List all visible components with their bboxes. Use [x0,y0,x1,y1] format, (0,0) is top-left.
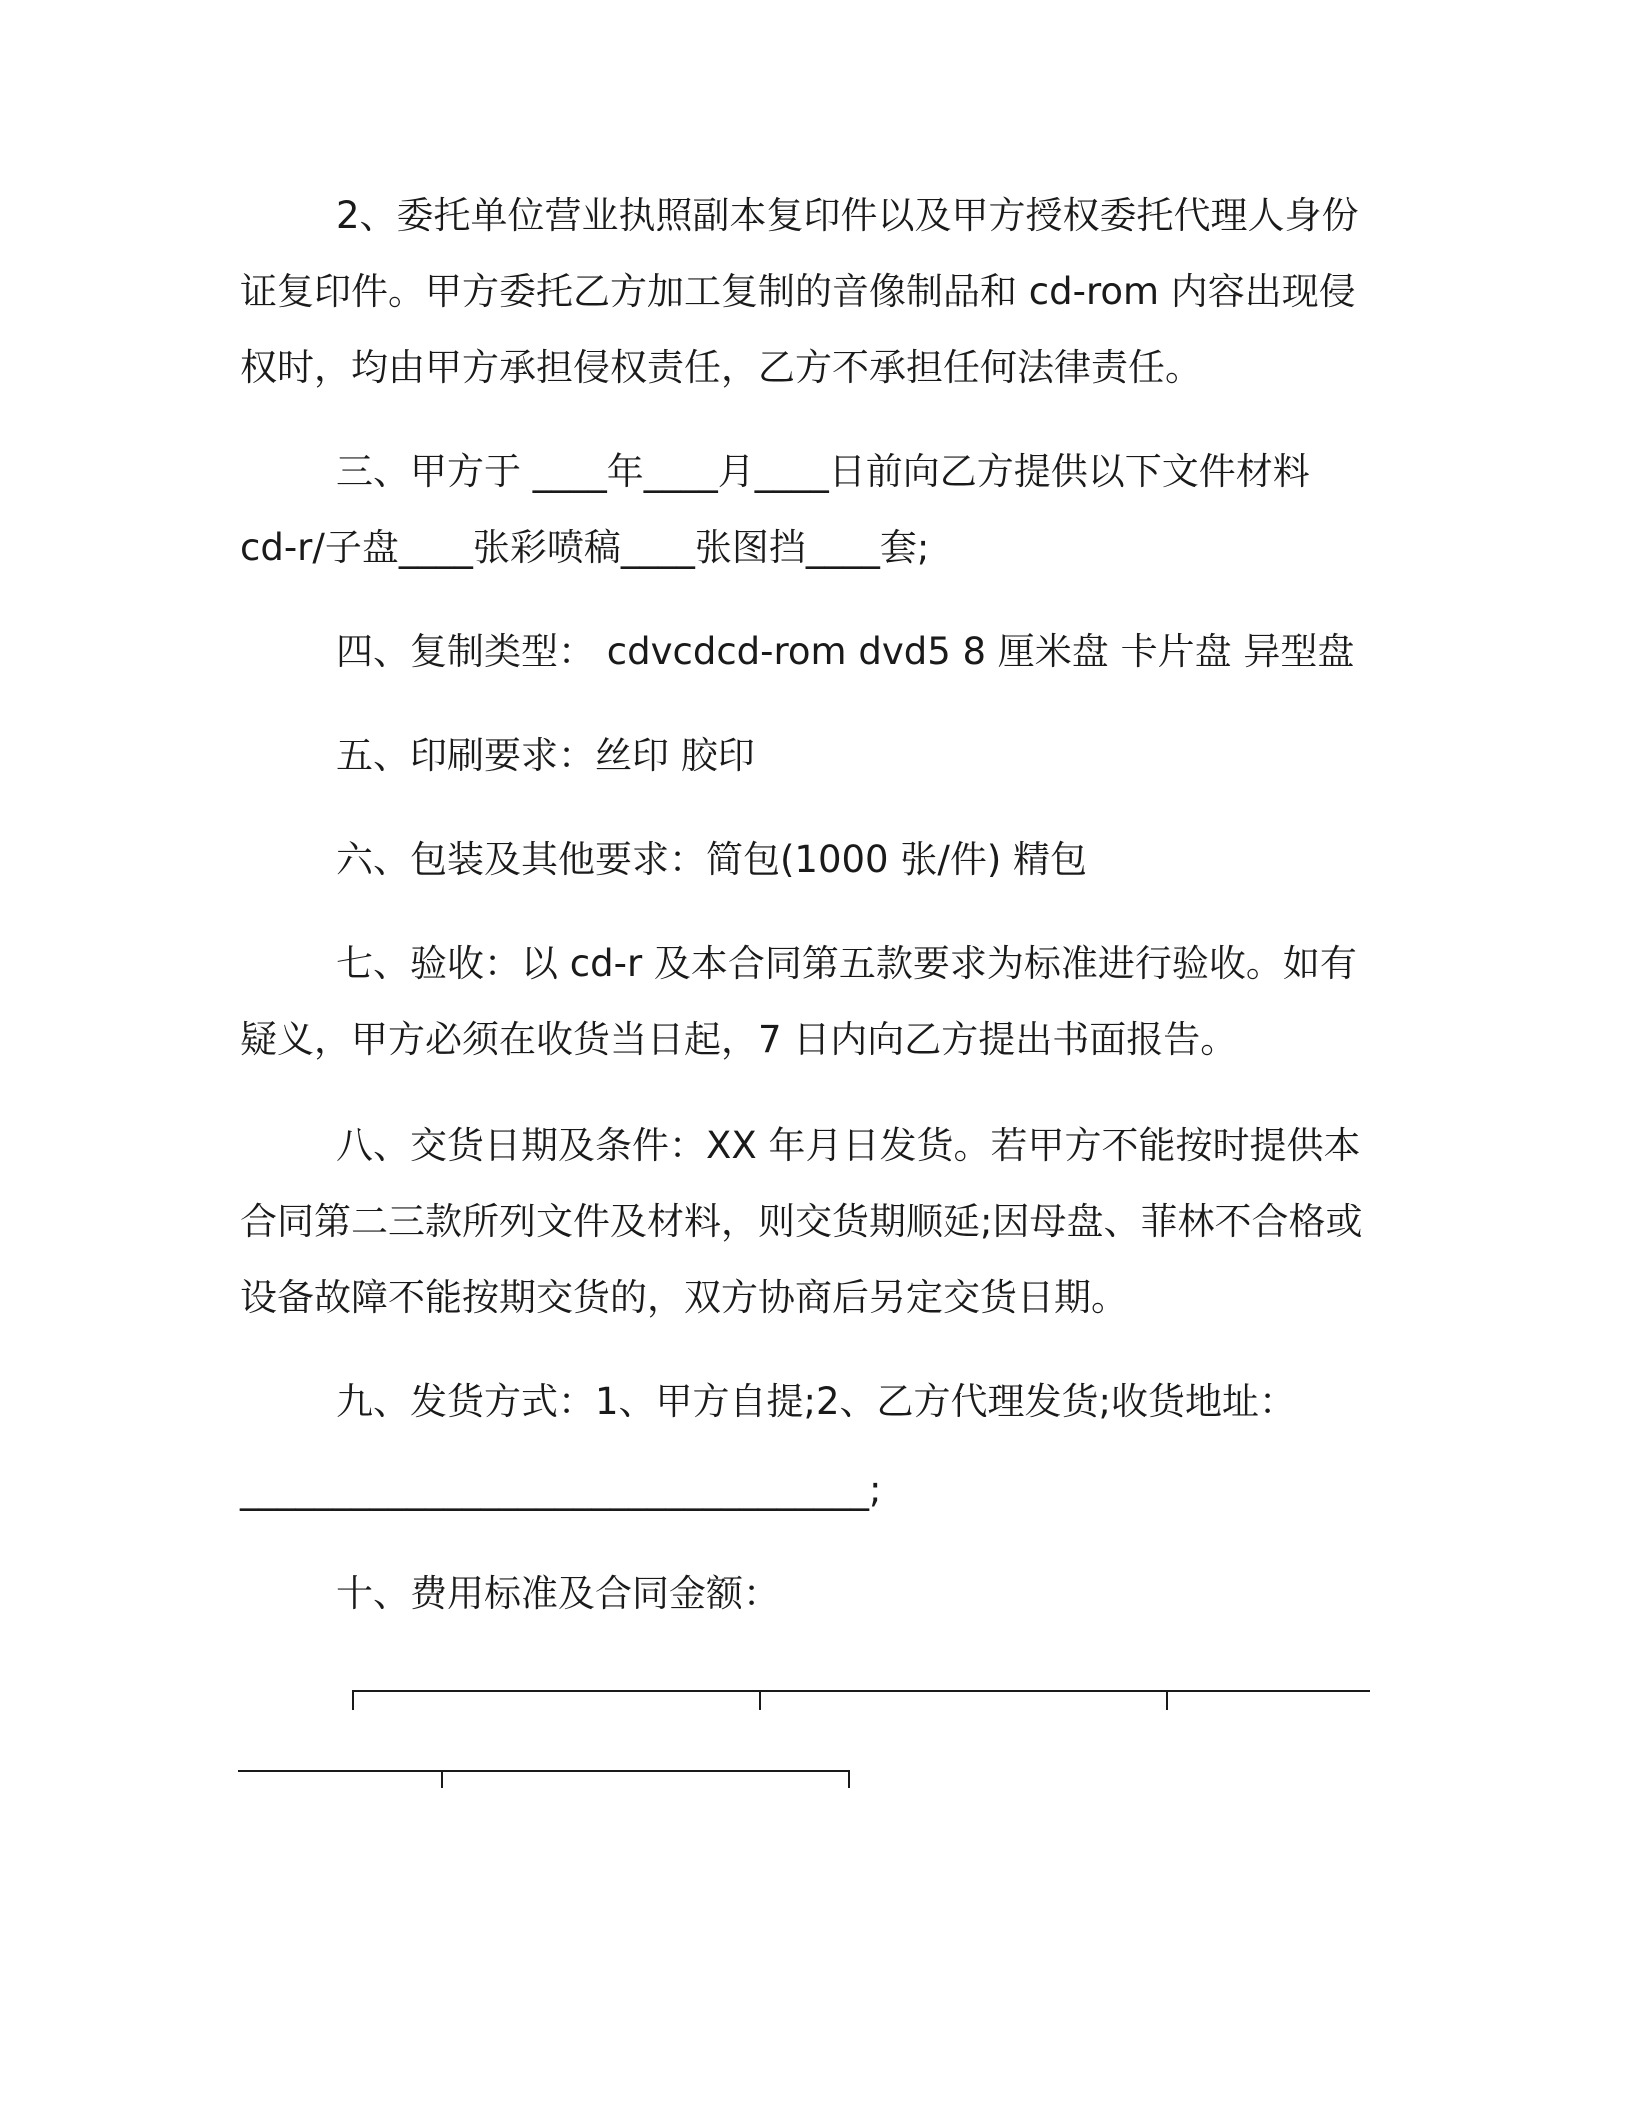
text-line: 2、委托单位营业执照副本复印件以及甲方授权委托代理人身份 [336,194,1359,237]
table-second-rule [238,1770,849,1772]
paragraph-materials [240,178,1380,406]
paragraph-clause-7 [240,926,1380,1078]
paragraph-clause-3 [240,434,1380,586]
table-column-divider [759,1690,761,1710]
text-line: 六、包装及其他要求：简包(1000 张/件) 精包 [336,838,1088,881]
text-line: 九、发货方式：1、甲方自提;2、乙方代理发货;收货地址： [336,1380,1297,1423]
text-line: 三、甲方于 ____年____月____日前向乙方提供以下文件材料 [336,450,1310,493]
paragraph-clause-4 [240,614,1380,690]
paragraph-clause-10 [240,1556,1380,1632]
text-line: 疑义，甲方必须在收货当日起，7 日内向乙方提出书面报告。 [240,1018,1238,1061]
text-line: 设备故障不能按期交货的，双方协商后另定交货日期。 [240,1276,1128,1319]
text-line: cd-r/子盘____张彩喷稿____张图挡____套; [240,526,930,569]
text-line: 八、交货日期及条件：XX 年月日发货。若甲方不能按时提供本 [336,1124,1361,1167]
text-line: 五、印刷要求：丝印 胶印 [336,734,755,777]
table-column-divider [352,1690,354,1710]
text-line: 四、复制类型： cdvcdcd-rom dvd5 8 厘米盘 卡片盘 异型盘 [336,630,1355,673]
table-column-divider [441,1770,443,1788]
text-line: 十、费用标准及合同金额： [336,1572,780,1615]
text-line: 七、验收：以 cd-r 及本合同第五款要求为标准进行验收。如有 [336,942,1357,985]
text-line: 合同第二三款所列文件及材料，则交货期顺延;因母盘、菲林不合格或 [240,1200,1363,1243]
table-top-rule [352,1690,1370,1692]
text-line: 权时，均由甲方承担侵权责任，乙方不承担任何法律责任。 [240,346,1202,389]
table-column-divider [848,1770,850,1788]
table-column-divider [1166,1690,1168,1710]
text-line: 证复印件。甲方委托乙方加工复制的音像制品和 cd-rom 内容出现侵 [240,270,1356,313]
paragraph-clause-8 [240,1108,1380,1336]
paragraph-clause-6 [240,822,1380,898]
text-line: __________________________________; [240,1468,882,1511]
paragraph-clause-9 [240,1364,1380,1528]
paragraph-clause-5 [240,718,1380,794]
